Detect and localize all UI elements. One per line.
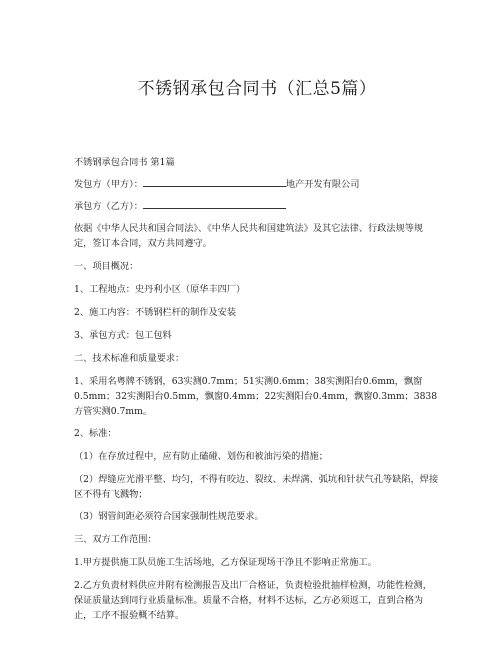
standard-item-2: （2）焊缝应光滑平整、均匀，不得有咬边、裂纹、未焊满、弧坑和针状气孔等缺陷，焊接区不得有飞溅物； (74, 474, 439, 500)
section-heading-3: 三、双方工作范围： (74, 534, 157, 545)
scope-item-2: 2.乙方负责材料供应并附有检测报告及出厂合格证，负责检验批抽样检测，功能性检测，保证质量达到同行业质量标准。质量不合格，材料不达标，乙方必须返工，直到合格为止，工序不报验概不结算。 (74, 580, 432, 621)
section-heading-2: 二、技术标准和质量要求： (74, 353, 185, 364)
preamble-paragraph: 依据《中华人民共和国合同法》、《中华人民共和国建筑法》及其它法律、行政法规等规定，签订本合同，双方共同遵守。 (74, 223, 424, 249)
party-b-label: 承包方（乙方）： (74, 201, 143, 212)
standard-item-3: （3）钢管间距必须符合国家强制性规范要求。 (74, 511, 264, 522)
contract-subtitle: 不锈钢承包合同书 第1篇 (74, 157, 175, 168)
standard-item-1: （1）在存放过程中，应有防止磕碰、划伤和被油污染的措施； (74, 451, 328, 462)
contract-method: 3、承包方式：包工包料 (74, 330, 172, 341)
construction-content: 2、施工内容：不锈钢栏杆的制作及安装 (74, 307, 237, 318)
party-a-blank (143, 177, 286, 187)
party-a-line (74, 177, 440, 192)
document-body (74, 155, 440, 623)
material-spec: 1、采用名粤牌不锈钢，63实测0.7mm；51实测0.6mm；38实测阳台0.6mm，飘窗0.5mm；32实测阳台0.5mm，飘窗0.4mm；22实测阳台0.4mm，飘窗0.3mm；3838方管实测0.7mm。 (74, 376, 438, 417)
section-heading-1: 一、项目概况： (74, 261, 139, 272)
party-a-label: 发包方（甲方）： (74, 179, 143, 190)
party-b-blank (143, 199, 286, 209)
scope-item-1: 1.甲方提供施工队员施工生活场地，乙方保证现场干净且不影响正常施工。 (74, 557, 377, 568)
party-a-suffix: 地产开发有限公司 (285, 179, 360, 190)
standards-heading: 2、标准： (74, 428, 117, 439)
party-b-line (74, 199, 440, 214)
document-title: 不锈钢承包合同书（汇总5篇） (137, 79, 377, 99)
project-location: 1、工程地点：史丹利小区（原华丰四厂） (74, 284, 246, 295)
